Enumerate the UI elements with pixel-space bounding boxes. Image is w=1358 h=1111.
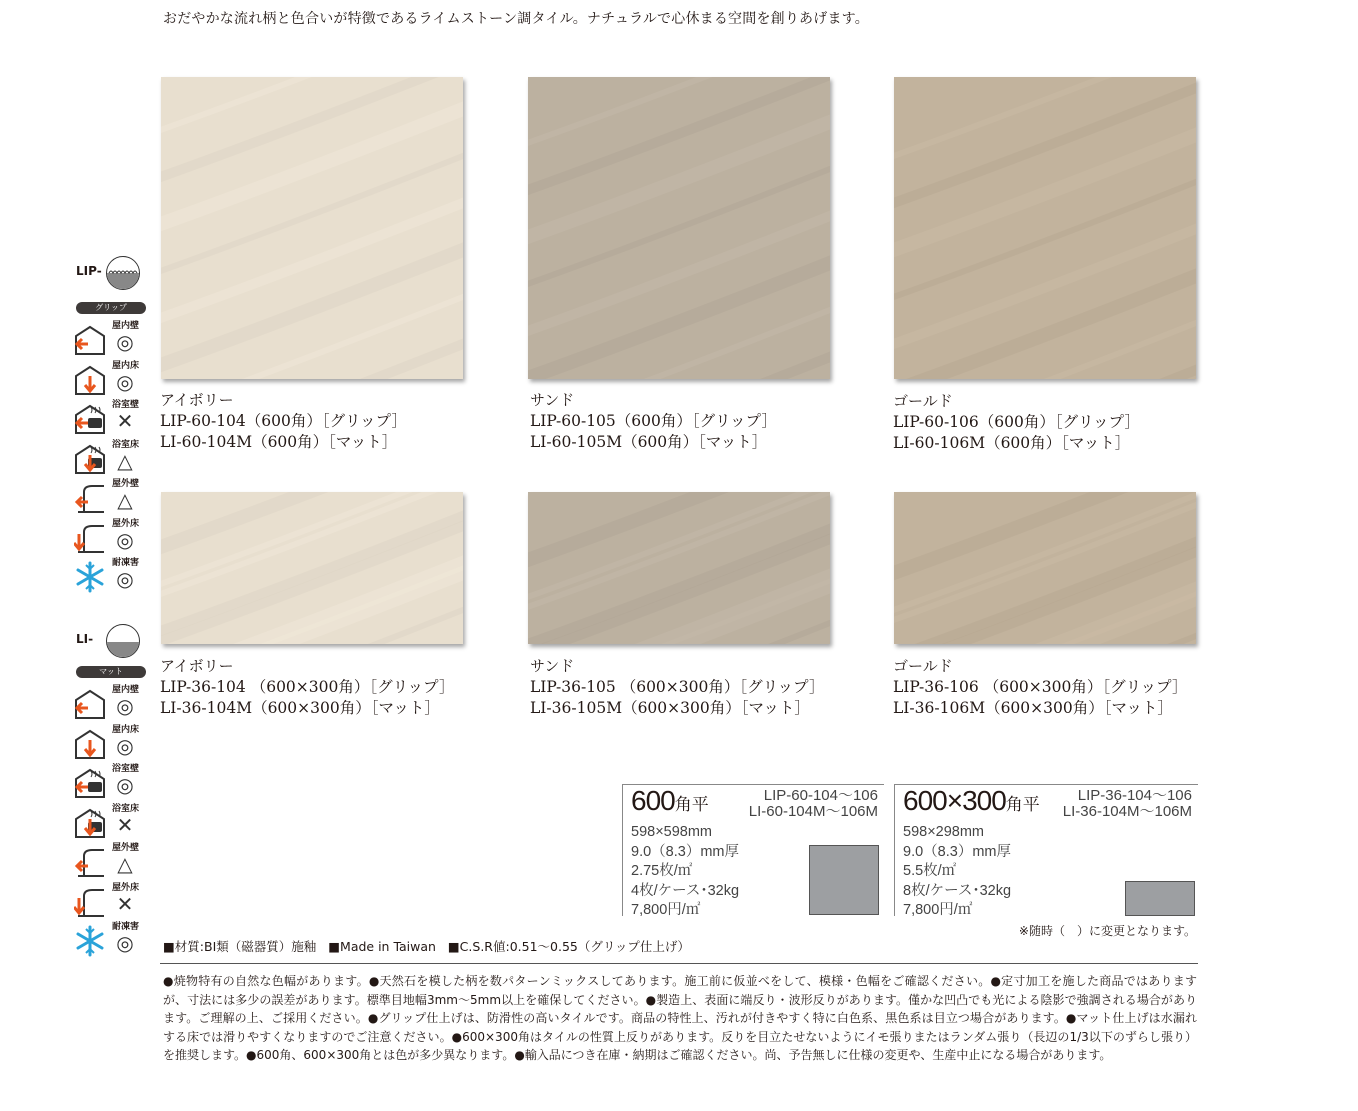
series-header: [70, 252, 150, 292]
spec-lines: [903, 823, 1011, 921]
suitability-mark: ◎: [116, 694, 134, 718]
finish-badge: グリップ: [76, 302, 146, 314]
series-code: LIP-: [76, 264, 102, 278]
suitability-mark: ✕: [116, 409, 134, 433]
series-header: [70, 620, 150, 660]
color-name: アイボリー: [160, 657, 234, 675]
tile-caption-gold-300: [893, 656, 1187, 719]
suitability-mark: ✕: [116, 812, 134, 837]
color-name: サンド: [530, 657, 575, 675]
tile-image-ivory-600: [161, 77, 463, 379]
outdoor-wall-icon: [74, 846, 106, 878]
suitability-mark: ✕: [116, 891, 134, 916]
spec-price: 7,800円/㎡: [903, 902, 973, 918]
indoor-floor-icon: [74, 728, 106, 760]
spec-code-matte: LI-60-104M～106M: [748, 803, 878, 820]
color-name: サンド: [530, 391, 575, 409]
snowflake-icon: [74, 561, 106, 593]
use-row-indoor-wall: [74, 318, 150, 356]
tile-caption-sand-300: [530, 656, 824, 719]
spec-per-case: 8枚/ケース･32kg: [903, 882, 1012, 899]
use-row-indoor-wall: [74, 682, 150, 720]
indoor-wall-icon: [74, 688, 106, 720]
spec-title: [631, 785, 709, 817]
suitability-mark: ◎: [116, 733, 134, 758]
spec-thickness: 9.0（8.3）mm厚: [631, 843, 739, 860]
use-row-bath-floor: [74, 801, 150, 839]
csr-value: ■C.S.R値:0.51～0.55（グリップ仕上げ）: [447, 939, 690, 954]
use-row-outdoor-wall: [74, 840, 150, 878]
color-name: ゴールド: [893, 657, 953, 675]
spec-code-grip: LIP-36-104～106: [1077, 787, 1192, 804]
suitability-mark: △: [117, 448, 133, 473]
spec-code-grip: LIP-60-104～106: [763, 787, 878, 804]
origin: ■Made in Taiwan: [328, 939, 436, 954]
spec-code-matte: LI-36-104M～106M: [1062, 803, 1192, 820]
bath-floor-icon: [74, 443, 106, 475]
tile-caption-gold-600: [893, 391, 1140, 454]
suitability-mark: △: [117, 488, 133, 512]
bath-floor-icon: [74, 807, 106, 839]
spec-type: 角平: [674, 795, 709, 814]
tile-image-sand-600: [528, 77, 830, 379]
spec-lines: [631, 823, 739, 921]
use-label: 屋外壁: [112, 479, 140, 489]
bath-wall-icon: [74, 767, 106, 799]
use-label: 屋内壁: [112, 321, 140, 331]
grip-code: LIP-60-104（600角）［グリップ］: [160, 412, 407, 430]
matte-surface-icon: [106, 624, 140, 658]
outdoor-wall-icon: [74, 482, 106, 514]
outdoor-floor-icon: [74, 886, 106, 918]
size-swatch-rectangle: [1125, 881, 1195, 916]
use-label: 屋内床: [112, 724, 140, 735]
use-label: 屋内壁: [112, 685, 140, 695]
bath-wall-icon: [74, 403, 106, 435]
suitability-mark: ◎: [116, 931, 134, 955]
spec-type: 角平: [1005, 795, 1040, 814]
spec-codes: [1063, 788, 1192, 820]
outdoor-floor-icon: [74, 522, 106, 554]
suitability-mark: ◎: [116, 527, 134, 552]
use-label: 浴室壁: [112, 400, 140, 410]
grip-code: LIP-36-104 （600×300角）［グリップ］: [160, 678, 455, 696]
spec-thickness: 9.0（8.3）mm厚: [903, 843, 1011, 860]
use-row-snowflake: [74, 555, 150, 593]
spec-size: 600×300: [903, 785, 1006, 816]
matte-code: LI-60-104M（600角）［マット］: [160, 433, 398, 451]
tile-image-sand-300: [528, 492, 830, 644]
intro-text: おだやかな流れ柄と色合いが特徴であるライムストーン調タイル。ナチュラルで心休まる空間を創りあげます。: [163, 11, 869, 27]
color-name: アイボリー: [160, 391, 234, 409]
material-info: [163, 937, 690, 955]
tile-image-gold-300: [894, 492, 1196, 644]
tile-caption-ivory-600: [160, 390, 407, 453]
use-row-bath-floor: [74, 437, 150, 475]
footnote: ●焼物特有の自然な色幅があります。●天然石を模した柄を数パターンミックスしてあります。施工前に仮並べをして、模様・色幅をご確認ください。●定寸加工を施した商品ではありますが、寸法には多少の誤差があります。標準目地幅3mm～5mm以上を確保してください。●製造上、表面に端反り・波形反りがあります。僅かな凹凸でも光による陰影で強調される場合があります。ご理解の上、ご採用ください。●グリップ仕上げは、防滑性の高いタイルです。商品の特性上、汚れが付きやすく特に白色系、黒色系は目立つ場合があります。●マット仕上げは水漏れする床では滑りやすくなりますのでご注意ください。●600×300角はタイルの性質上反りがあります。反りを目立たせないようにイモ張りまたはランダム張り（長辺の1/3以下のずらし張り）を推奨します。●600角、600×300角とは色が多少異なります。●輸入品につき在庫・納期はご確認ください。尚、予告無しに仕様の変更や、生産中止になる場合があります。: [163, 974, 1197, 1062]
grip-code: LIP-60-106（600角）［グリップ］: [893, 413, 1140, 431]
use-label: 浴室床: [112, 439, 140, 450]
use-row-outdoor-floor: [74, 880, 150, 918]
use-row-indoor-floor: [74, 358, 150, 396]
spec-box-600: [622, 784, 884, 916]
spec-per-case: 4枚/ケース･32kg: [631, 882, 740, 899]
series-li: [70, 620, 150, 970]
use-row-outdoor-floor: [74, 516, 150, 554]
matte-code: LI-60-106M（600角）［マット］: [893, 434, 1131, 452]
series-lip: [70, 252, 150, 602]
tile-caption-sand-600: [530, 390, 777, 453]
use-label: 耐凍害: [112, 922, 140, 932]
suitability-mark: ◎: [116, 773, 134, 797]
use-label: 浴室床: [112, 803, 140, 814]
tile-image-ivory-300: [161, 492, 463, 644]
color-name: ゴールド: [893, 392, 953, 410]
indoor-floor-icon: [74, 364, 106, 396]
series-code: LI-: [76, 632, 94, 646]
material-type: ■材質:BⅠ類（磁器質）施釉: [163, 939, 317, 954]
size-swatch-square: [809, 845, 879, 915]
spec-price: 7,800円/㎡: [631, 902, 701, 918]
snowflake-icon: [74, 925, 106, 957]
use-label: 屋外床: [112, 518, 140, 529]
matte-code: LI-36-105M（600×300角）［マット］: [530, 699, 810, 717]
spec-box-300: [894, 784, 1198, 916]
use-label: 耐凍害: [112, 558, 140, 568]
spec-dimension: 598×598mm: [631, 824, 713, 840]
grip-code: LIP-60-105（600角）［グリップ］: [530, 412, 777, 430]
matte-code: LI-36-104M（600×300角）［マット］: [160, 699, 440, 717]
divider: [160, 963, 1198, 964]
suitability-mark: ◎: [116, 369, 134, 394]
spec-size: 600: [631, 785, 675, 816]
suitability-mark: ◎: [116, 567, 134, 591]
use-label: 屋外床: [112, 882, 140, 893]
grip-code: LIP-36-106 （600×300角）［グリップ］: [893, 678, 1188, 696]
use-row-snowflake: [74, 919, 150, 957]
price-note: ※随時（ ）に変更となります。: [1018, 924, 1196, 938]
use-row-bath-wall: [74, 761, 150, 799]
spec-per-sqm: 2.75枚/㎡: [631, 863, 693, 879]
matte-code: LI-60-105M（600角）［マット］: [530, 433, 768, 451]
indoor-wall-icon: [74, 324, 106, 356]
suitability-mark: ◎: [116, 330, 134, 354]
spec-dimension: 598×298mm: [903, 824, 985, 840]
tile-caption-ivory-300: [160, 656, 454, 719]
tile-image-gold-600: [894, 77, 1196, 379]
spec-title: [903, 785, 1040, 817]
matte-code: LI-36-106M（600×300角）［マット］: [893, 699, 1173, 717]
finish-badge: マット: [76, 666, 146, 678]
use-row-outdoor-wall: [74, 476, 150, 514]
use-row-indoor-floor: [74, 722, 150, 760]
use-label: 屋内床: [112, 360, 140, 371]
grip-code: LIP-36-105 （600×300角）［グリップ］: [530, 678, 825, 696]
use-label: 屋外壁: [112, 843, 140, 853]
grip-surface-icon: [106, 256, 140, 290]
spec-codes: [749, 788, 878, 820]
use-row-bath-wall: [74, 397, 150, 435]
suitability-mark: △: [117, 852, 133, 876]
use-label: 浴室壁: [112, 764, 140, 774]
spec-per-sqm: 5.5枚/㎡: [903, 863, 957, 879]
